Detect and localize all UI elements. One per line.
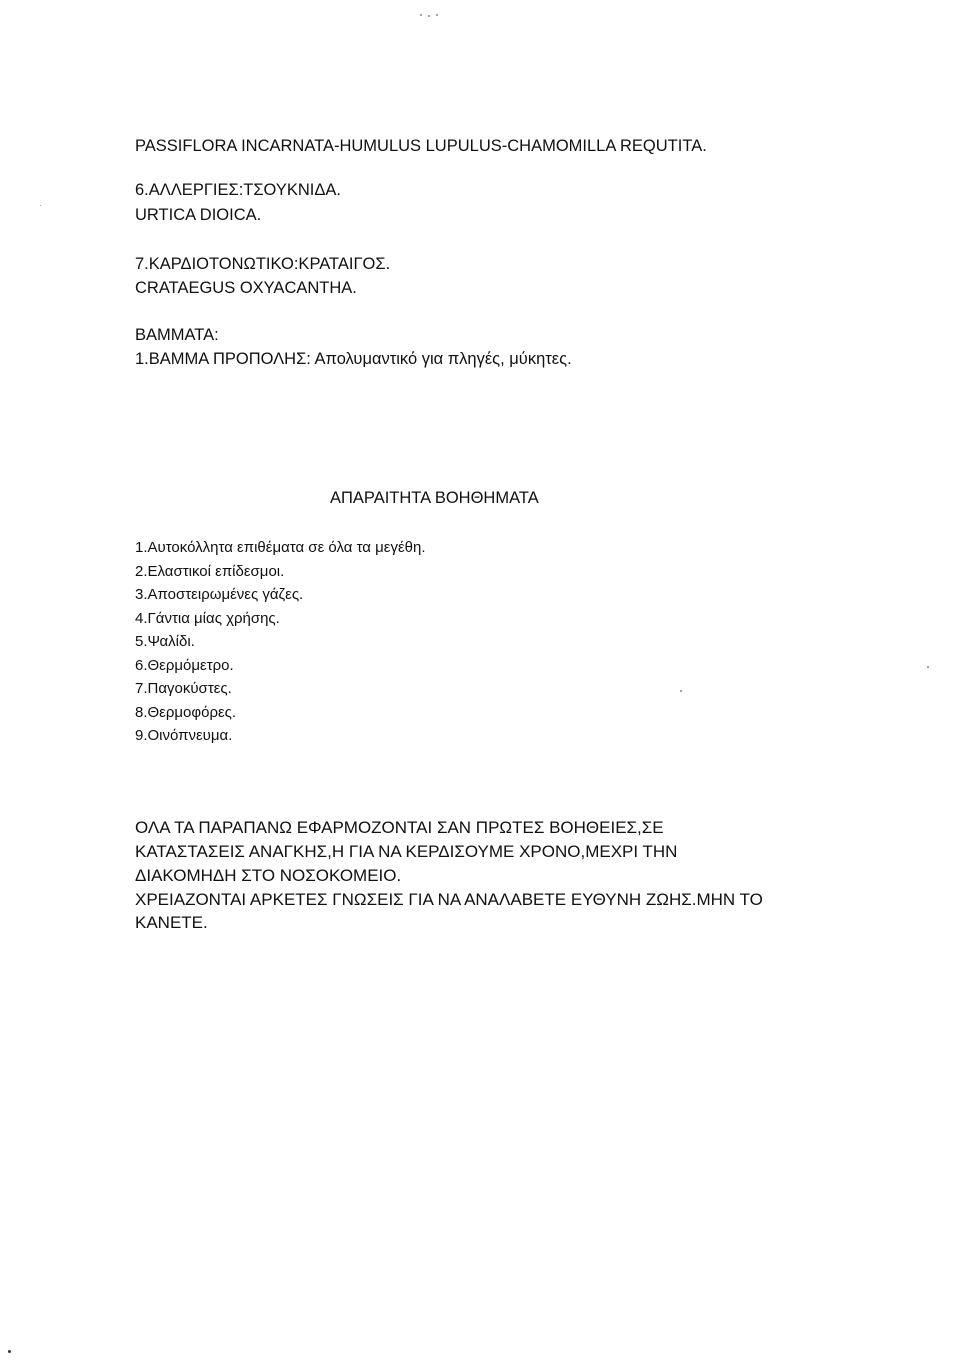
supply-item: 7.Παγοκύστες.	[135, 680, 232, 697]
tinctures-title: ΒΑΜΜΑΤΑ:	[135, 326, 219, 344]
warning-line: ΔΙΑΚΟΜΗΔΗ ΣΤΟ ΝΟΣΟΚΟΜΕΙΟ.	[135, 866, 402, 885]
scan-speck	[8, 1350, 11, 1353]
scan-speck	[420, 14, 422, 16]
supply-item: 2.Ελαστικοί επίδεσμοι.	[135, 563, 285, 580]
heading-line: PASSIFLORA INCARNATA-HUMULUS LUPULUS-CHAMOMILLA REQUTITA.	[135, 137, 707, 155]
scan-speck	[927, 666, 929, 668]
warning-line: ΚΑΤΑΣΤΑΣΕΙΣ ΑΝΑΓΚΗΣ,Η ΓΙΑ ΝΑ ΚΕΡΔΙΣΟΥΜΕ ΧΡΟΝΟ,ΜΕΧΡΙ ΤΗΝ	[135, 842, 678, 861]
supply-item: 1.Αυτοκόλλητα επιθέματα σε όλα τα μεγέθη.	[135, 539, 426, 556]
scan-speck	[680, 690, 682, 692]
supply-item: 4.Γάντια μίας χρήσης.	[135, 610, 280, 627]
warning-line: ΟΛΑ ΤΑ ΠΑΡΑΠΑΝΩ ΕΦΑΡΜΟΖΟΝΤΑΙ ΣΑΝ ΠΡΩΤΕΣ ΒΟΗΘΕΙΕΣ,ΣΕ	[135, 818, 664, 837]
supplies-title: ΑΠΑΡΑΙΤΗΤΑ ΒΟΗΘΗΜΑΤΑ	[330, 489, 539, 507]
supply-item: 9.Οινόπνευμα.	[135, 727, 233, 744]
supply-item: 8.Θερμοφόρες.	[135, 704, 237, 721]
scan-speck	[40, 205, 41, 206]
warning-line: ΚΑΝΕΤΕ.	[135, 913, 208, 932]
supply-item: 6.Θερμόμετρο.	[135, 657, 234, 674]
warning-line: ΧΡΕΙΑΖΟΝΤΑΙ ΑΡΚΕΤΕΣ ΓΝΩΣΕΙΣ ΓΙΑ ΝΑ ΑΝΑΛΑΒΕΤΕ ΕΥΘΥΝΗ ΖΩΗΣ.ΜΗΝ ΤΟ	[135, 890, 763, 909]
section7-latin: CRATAEGUS OXYACANTHA.	[135, 279, 357, 297]
supply-item: 3.Αποστειρωμένες γάζες.	[135, 586, 304, 603]
scan-speck	[428, 15, 430, 17]
section7-title: 7.ΚΑΡΔΙΟΤΟΝΩΤΙΚΟ:ΚΡΑΤΑΙΓΟΣ.	[135, 255, 391, 273]
tinctures-item1: 1.ΒΑΜΜΑ ΠΡΟΠΟΛΗΣ: Απολυμαντικό για πληγές, μύκητες.	[135, 350, 572, 368]
section6-latin: URTICA DIOICA.	[135, 206, 262, 224]
supply-item: 5.Ψαλίδι.	[135, 633, 195, 650]
section6-title: 6.ΑΛΛΕΡΓΙΕΣ:ΤΣΟΥΚΝΙΔΑ.	[135, 181, 341, 199]
scan-speck	[436, 14, 438, 16]
